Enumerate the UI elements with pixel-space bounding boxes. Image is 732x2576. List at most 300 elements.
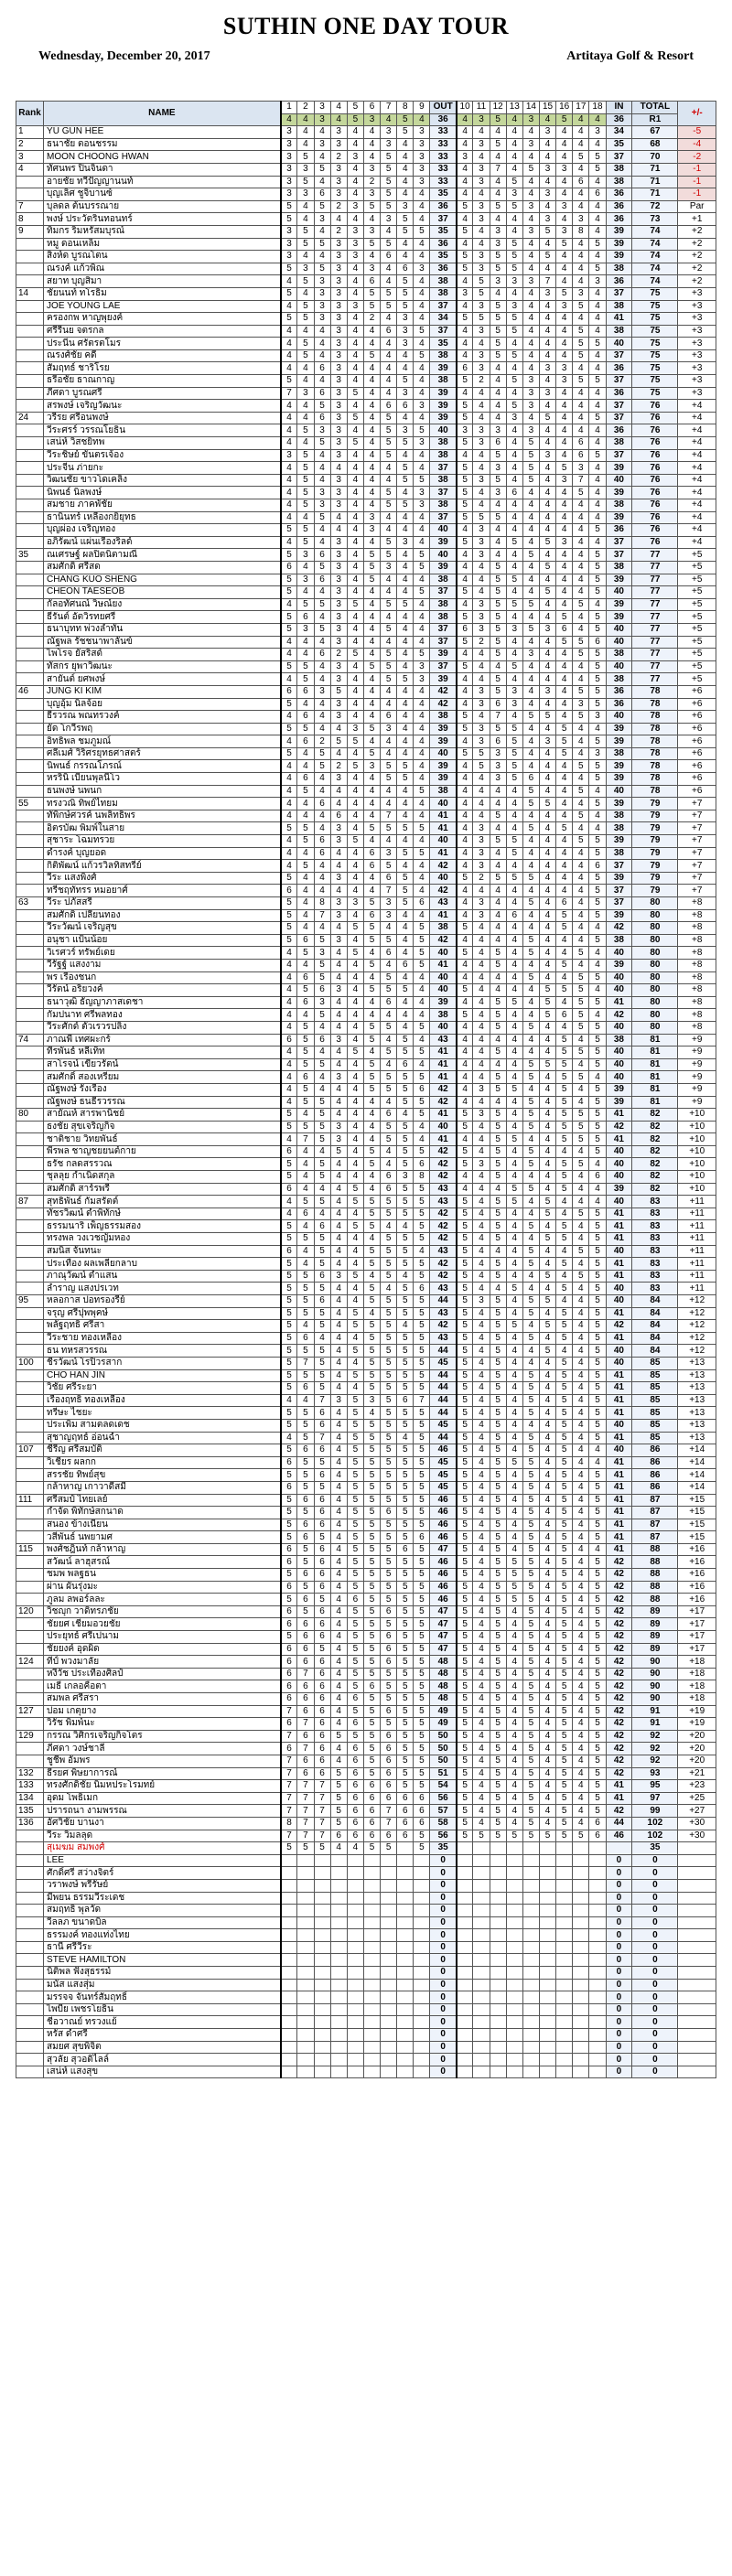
hole-score: 4	[397, 412, 414, 424]
hole-score: 5	[297, 1121, 314, 1133]
out-score: 47	[430, 1605, 457, 1618]
hole-score: 4	[363, 437, 380, 450]
out-score: 42	[430, 1258, 457, 1271]
hole-score: 5	[281, 1109, 297, 1122]
hole-score: 5	[522, 1071, 539, 1084]
hole-score: 5	[589, 1245, 606, 1258]
player-name: สมศักดิ์ ศรีสด	[44, 561, 281, 574]
player-name: พร เรืองชนก	[44, 971, 281, 984]
hole-score: 3	[473, 897, 490, 910]
hole-score: 3	[381, 909, 397, 922]
table-row	[16, 636, 716, 649]
hole-score: 3	[473, 536, 490, 549]
diff-cell	[678, 1879, 716, 1892]
hole-score: 5	[347, 1543, 363, 1556]
hole-score: 4	[347, 934, 363, 947]
table-row	[16, 1083, 716, 1096]
hole-score: 5	[397, 1507, 414, 1519]
rank-cell	[16, 934, 44, 947]
hole-score: 4	[347, 885, 363, 897]
hole-score: 4	[573, 574, 589, 586]
hole-score: 3	[330, 338, 347, 350]
hole-score: 4	[539, 349, 555, 362]
hole-score: 4	[314, 673, 330, 686]
hole-score	[397, 1867, 414, 1880]
hole-score: 5	[397, 1295, 414, 1308]
hole-score: 4	[397, 747, 414, 760]
total-score: 75	[632, 313, 678, 326]
hole-score: 5	[457, 1357, 473, 1369]
hole-score: 6	[297, 1730, 314, 1743]
player-name: ทัศนพร ปิ่นจินดา	[44, 163, 281, 176]
hole-score: 3	[473, 474, 490, 487]
name-header: NAME	[44, 102, 281, 126]
player-name: วีระ วิมลลุด	[44, 1830, 281, 1842]
hole-score: 3	[314, 213, 330, 226]
hole-score	[381, 1929, 397, 1942]
hole-score: 3	[330, 287, 347, 300]
in-score: 39	[606, 611, 632, 624]
hole-score	[506, 2054, 522, 2066]
out-score: 38	[430, 574, 457, 586]
rank-cell	[16, 611, 44, 624]
hole-score: 5	[397, 1208, 414, 1220]
hole-score: 5	[381, 1258, 397, 1271]
hole-score: 7	[490, 711, 506, 724]
hole-score: 3	[473, 685, 490, 698]
out-score: 41	[430, 1071, 457, 1084]
total-score: 92	[632, 1755, 678, 1767]
rank-cell	[16, 1481, 44, 1494]
hole-score: 5	[539, 996, 555, 1009]
hole-score: 5	[457, 747, 473, 760]
out-score: 46	[430, 1569, 457, 1582]
hole-score	[363, 1879, 380, 1892]
hole-score: 4	[314, 1183, 330, 1196]
table-row	[16, 474, 716, 487]
hole-score: 4	[381, 747, 397, 760]
hole-score: 4	[297, 1245, 314, 1258]
out-score: 37	[430, 462, 457, 475]
hole-score	[397, 2003, 414, 2016]
hole-score: 4	[506, 1307, 522, 1320]
in-score: 41	[606, 1208, 632, 1220]
player-name: ชีรีญ ศรีสมบัติ	[44, 1444, 281, 1457]
hole-score: 5	[414, 474, 430, 487]
hole-score: 5	[381, 623, 397, 636]
hole-score: 3	[539, 126, 555, 139]
out-score: 38	[430, 349, 457, 362]
hole-score: 5	[539, 225, 555, 238]
hole-score	[573, 2029, 589, 2042]
hole-score: 3	[347, 897, 363, 910]
hole-score: 4	[473, 1730, 490, 1743]
total-score: 85	[632, 1382, 678, 1395]
hole-score: 4	[522, 1208, 539, 1220]
hole-score: 4	[414, 449, 430, 462]
hole-score: 5	[281, 1494, 297, 1507]
hole-score: 5	[363, 934, 380, 947]
hole-score: 5	[556, 1805, 573, 1818]
hole-score: 4	[381, 1058, 397, 1071]
hole-score: 3	[397, 325, 414, 338]
hole-score: 4	[457, 897, 473, 910]
hole-score: 4	[506, 1171, 522, 1184]
hole-score: 6	[347, 1743, 363, 1755]
hole-score: 4	[397, 1009, 414, 1022]
hole-score: 5	[457, 1208, 473, 1220]
out-score: 41	[430, 810, 457, 822]
hole-score: 4	[522, 636, 539, 649]
hole-score: 4	[473, 798, 490, 810]
hole-score	[314, 1967, 330, 1980]
table-row	[16, 1233, 716, 1246]
hole-score: 5	[297, 338, 314, 350]
hole-score: 5	[457, 400, 473, 413]
hole-score: 5	[490, 1121, 506, 1133]
table-row	[16, 138, 716, 151]
hole-score: 5	[381, 1531, 397, 1544]
table-row	[16, 349, 716, 362]
hole-score: 4	[556, 996, 573, 1009]
hole-score	[573, 1941, 589, 1954]
hole-score: 5	[556, 1444, 573, 1457]
player-name: สยาท บุญสิมา	[44, 275, 281, 288]
hole-score	[330, 2066, 347, 2078]
rank-cell: 46	[16, 685, 44, 698]
hole-score: 5	[522, 1369, 539, 1382]
rank-cell	[16, 1419, 44, 1432]
hole-score: 5	[522, 785, 539, 798]
hole-score: 3	[330, 412, 347, 424]
table-row	[16, 1867, 716, 1880]
hole-score: 4	[589, 474, 606, 487]
hole-score: 4	[522, 338, 539, 350]
in-score: 39	[606, 909, 632, 922]
hole-score: 4	[506, 1469, 522, 1482]
hole-score: 5	[363, 1444, 380, 1457]
hole-score: 5	[397, 1643, 414, 1656]
hole-score: 5	[490, 1220, 506, 1233]
total-score: 75	[632, 300, 678, 313]
diff-cell: +7	[678, 822, 716, 835]
hole-score: 4	[539, 574, 555, 586]
in-score: 41	[606, 1531, 632, 1544]
hole-score: 5	[414, 1183, 430, 1196]
hole-score	[363, 1929, 380, 1942]
hole-score: 3	[414, 673, 430, 686]
hole-score: 5	[297, 660, 314, 673]
hole-score: 5	[490, 623, 506, 636]
hole-score: 4	[556, 275, 573, 288]
hole-score	[522, 1892, 539, 1905]
total-score: 77	[632, 598, 678, 611]
hole-score: 4	[347, 1171, 363, 1184]
hole-score: 5	[297, 723, 314, 735]
in-score: 41	[606, 1220, 632, 1233]
hole-score: 5	[281, 1171, 297, 1184]
total-score: 90	[632, 1693, 678, 1706]
hole-score: 4	[589, 1183, 606, 1196]
hole-score: 4	[539, 1581, 555, 1594]
hole-score: 5	[573, 1245, 589, 1258]
total-score: 0	[632, 1905, 678, 1917]
player-name: ศรีสมป์ ไทยเลย์	[44, 1494, 281, 1507]
player-name: ธนาบุทท พ่วงลำทัน	[44, 623, 281, 636]
hole-score: 4	[347, 138, 363, 151]
hole-score: 4	[490, 1058, 506, 1071]
hole-score	[539, 1842, 555, 1855]
table-row	[16, 1718, 716, 1731]
player-name: อายชัย ทวีปัญญานนท์	[44, 176, 281, 188]
hole-score	[556, 2016, 573, 2029]
hole-header: 4	[330, 102, 347, 114]
hole-score: 3	[473, 860, 490, 873]
hole-score: 4	[539, 947, 555, 960]
hole-score: 5	[539, 798, 555, 810]
table-row	[16, 685, 716, 698]
hole-score: 5	[589, 1220, 606, 1233]
hole-score	[589, 1854, 606, 1867]
hole-score: 4	[573, 1730, 589, 1743]
hole-score: 5	[522, 462, 539, 475]
hole-score: 4	[281, 1009, 297, 1022]
hole-score: 5	[381, 1332, 397, 1345]
hole-score: 4	[556, 188, 573, 201]
hole-score: 4	[573, 872, 589, 885]
hole-score: 4	[473, 487, 490, 499]
hole-score	[397, 1941, 414, 1954]
hole-score	[556, 1941, 573, 1954]
hole-score: 4	[363, 449, 380, 462]
hole-score: 4	[506, 922, 522, 935]
hole-score: 4	[573, 623, 589, 636]
out-score: 42	[430, 1270, 457, 1283]
hole-score: 4	[281, 487, 297, 499]
par-cell: 5	[397, 113, 414, 126]
hole-score: 5	[281, 1842, 297, 1855]
hole-score: 5	[297, 822, 314, 835]
diff-cell: +5	[678, 673, 716, 686]
hole-score: 4	[573, 1258, 589, 1271]
hole-header: 15	[539, 102, 555, 114]
hole-score: 4	[381, 922, 397, 935]
hole-score: 5	[330, 685, 347, 698]
hole-score: 5	[556, 1307, 573, 1320]
hole-score: 4	[556, 524, 573, 537]
hole-score: 5	[573, 598, 589, 611]
hole-score: 5	[457, 947, 473, 960]
hole-score: 4	[363, 611, 380, 624]
hole-score: 4	[506, 524, 522, 537]
table-row	[16, 1618, 716, 1631]
hole-score: 6	[281, 1693, 297, 1706]
hole-score: 6	[506, 909, 522, 922]
hole-score: 4	[381, 387, 397, 400]
hole-score: 4	[330, 1444, 347, 1457]
hole-score: 4	[556, 126, 573, 139]
hole-score: 4	[573, 934, 589, 947]
hole-score: 5	[490, 1643, 506, 1656]
hole-score	[573, 1879, 589, 1892]
hole-score	[556, 2029, 573, 2042]
diff-cell: +6	[678, 698, 716, 711]
hole-score: 6	[363, 847, 380, 860]
hole-score: 4	[506, 462, 522, 475]
table-row	[16, 536, 716, 549]
hole-score: 4	[347, 660, 363, 673]
hole-score: 3	[330, 872, 347, 885]
hole-score: 6	[457, 623, 473, 636]
hole-score: 4	[539, 835, 555, 848]
hole-score: 4	[556, 325, 573, 338]
hole-score: 3	[381, 847, 397, 860]
total-score: 84	[632, 1307, 678, 1320]
player-name: วีระชาย ทองเหลือง	[44, 1332, 281, 1345]
hole-score: 4	[330, 1332, 347, 1345]
diff-cell: +18	[678, 1656, 716, 1669]
out-score: 38	[430, 711, 457, 724]
hole-score: 4	[490, 549, 506, 562]
hole-score: 4	[573, 1531, 589, 1544]
hole-score: 4	[457, 909, 473, 922]
hole-score: 5	[506, 598, 522, 611]
out-score: 46	[430, 1531, 457, 1544]
in-score: 39	[606, 462, 632, 475]
hole-score: 4	[473, 1705, 490, 1718]
in-score: 0	[606, 1941, 632, 1954]
player-name: ณรงค์ แก้วพิณ	[44, 263, 281, 275]
hole-score: 5	[281, 1295, 297, 1308]
hole-score: 4	[381, 362, 397, 375]
hole-score: 6	[297, 1693, 314, 1706]
hole-score: 6	[397, 1817, 414, 1830]
in-score: 39	[606, 959, 632, 971]
diff-cell	[678, 1941, 716, 1954]
hole-score: 6	[573, 449, 589, 462]
hole-score: 4	[539, 1693, 555, 1706]
hole-score: 4	[539, 1543, 555, 1556]
hole-score: 5	[490, 1718, 506, 1731]
player-name: ดำรงค์ บุญยอด	[44, 847, 281, 860]
hole-score: 5	[397, 1755, 414, 1767]
hole-score: 5	[556, 747, 573, 760]
diff-cell	[678, 1929, 716, 1942]
hole-score: 4	[539, 424, 555, 437]
diff-cell: +3	[678, 338, 716, 350]
hole-score: 5	[414, 1842, 430, 1855]
hole-score: 4	[506, 225, 522, 238]
hole-score	[457, 1854, 473, 1867]
hole-score: 4	[573, 1643, 589, 1656]
hole-score: 5	[414, 947, 430, 960]
hole-score: 5	[573, 947, 589, 960]
table-row	[16, 561, 716, 574]
hole-score	[457, 1929, 473, 1942]
hole-score: 5	[414, 586, 430, 599]
table-row	[16, 1245, 716, 1258]
hole-score: 5	[414, 1730, 430, 1743]
hole-score	[589, 1979, 606, 1991]
hole-score: 5	[589, 1469, 606, 1482]
diff-cell: +2	[678, 225, 716, 238]
hole-score: 5	[314, 1481, 330, 1494]
hole-score: 5	[522, 1295, 539, 1308]
rank-cell	[16, 885, 44, 897]
table-row	[16, 1046, 716, 1059]
hole-score: 4	[522, 698, 539, 711]
hole-score: 4	[506, 711, 522, 724]
hole-score	[573, 1929, 589, 1942]
hole-score: 5	[490, 1196, 506, 1208]
out-score: 42	[430, 1158, 457, 1171]
hole-score: 6	[281, 1656, 297, 1669]
hole-score: 5	[457, 1270, 473, 1283]
hole-score: 5	[363, 1519, 380, 1531]
hole-score: 4	[414, 362, 430, 375]
player-name: ธงชัย สุขเจริญกิจ	[44, 1121, 281, 1133]
out-score: 0	[430, 2054, 457, 2066]
hole-score: 4	[363, 685, 380, 698]
par-cell: 4	[414, 113, 430, 126]
hole-score: 5	[457, 1780, 473, 1793]
hole-score: 4	[297, 200, 314, 213]
hole-score: 4	[347, 487, 363, 499]
hole-score: 5	[281, 1531, 297, 1544]
hole-score: 7	[314, 1805, 330, 1818]
hole-score: 5	[397, 1581, 414, 1594]
hole-score: 2	[330, 225, 347, 238]
hole-score: 4	[506, 1034, 522, 1046]
hole-score: 5	[589, 1643, 606, 1656]
hole-score: 4	[363, 623, 380, 636]
hole-score: 4	[473, 1233, 490, 1246]
out-score: 56	[430, 1830, 457, 1842]
hole-header: 11	[473, 102, 490, 114]
hole-score: 4	[573, 1332, 589, 1345]
rank-cell	[16, 275, 44, 288]
hole-score: 5	[314, 598, 330, 611]
table-row	[16, 1755, 716, 1767]
hole-score: 5	[490, 1594, 506, 1606]
hole-score: 5	[414, 1830, 430, 1842]
hole-score: 5	[457, 1594, 473, 1606]
hole-score: 4	[539, 1121, 555, 1133]
in-score: 0	[606, 2029, 632, 2042]
hole-score: 5	[506, 574, 522, 586]
rank-cell	[16, 1954, 44, 1967]
in-score: 37	[606, 536, 632, 549]
hole-score: 4	[457, 524, 473, 537]
hole-score: 4	[314, 1083, 330, 1096]
hole-header: 9	[414, 102, 430, 114]
hole-score: 4	[297, 1258, 314, 1271]
hole-score: 4	[414, 1121, 430, 1133]
hole-score	[297, 2066, 314, 2078]
rank-cell	[16, 561, 44, 574]
hole-score: 4	[522, 1283, 539, 1295]
hole-score: 3	[522, 424, 539, 437]
hole-score: 5	[363, 1432, 380, 1444]
hole-score: 4	[490, 536, 506, 549]
hole-score: 5	[381, 1481, 397, 1494]
rank-header: Rank	[16, 102, 44, 126]
player-name: ยัด โกวีรพฤ	[44, 723, 281, 735]
hole-score	[381, 1854, 397, 1867]
total-score: 81	[632, 1096, 678, 1109]
hole-score: 6	[347, 1718, 363, 1731]
hole-score: 5	[490, 1805, 506, 1818]
